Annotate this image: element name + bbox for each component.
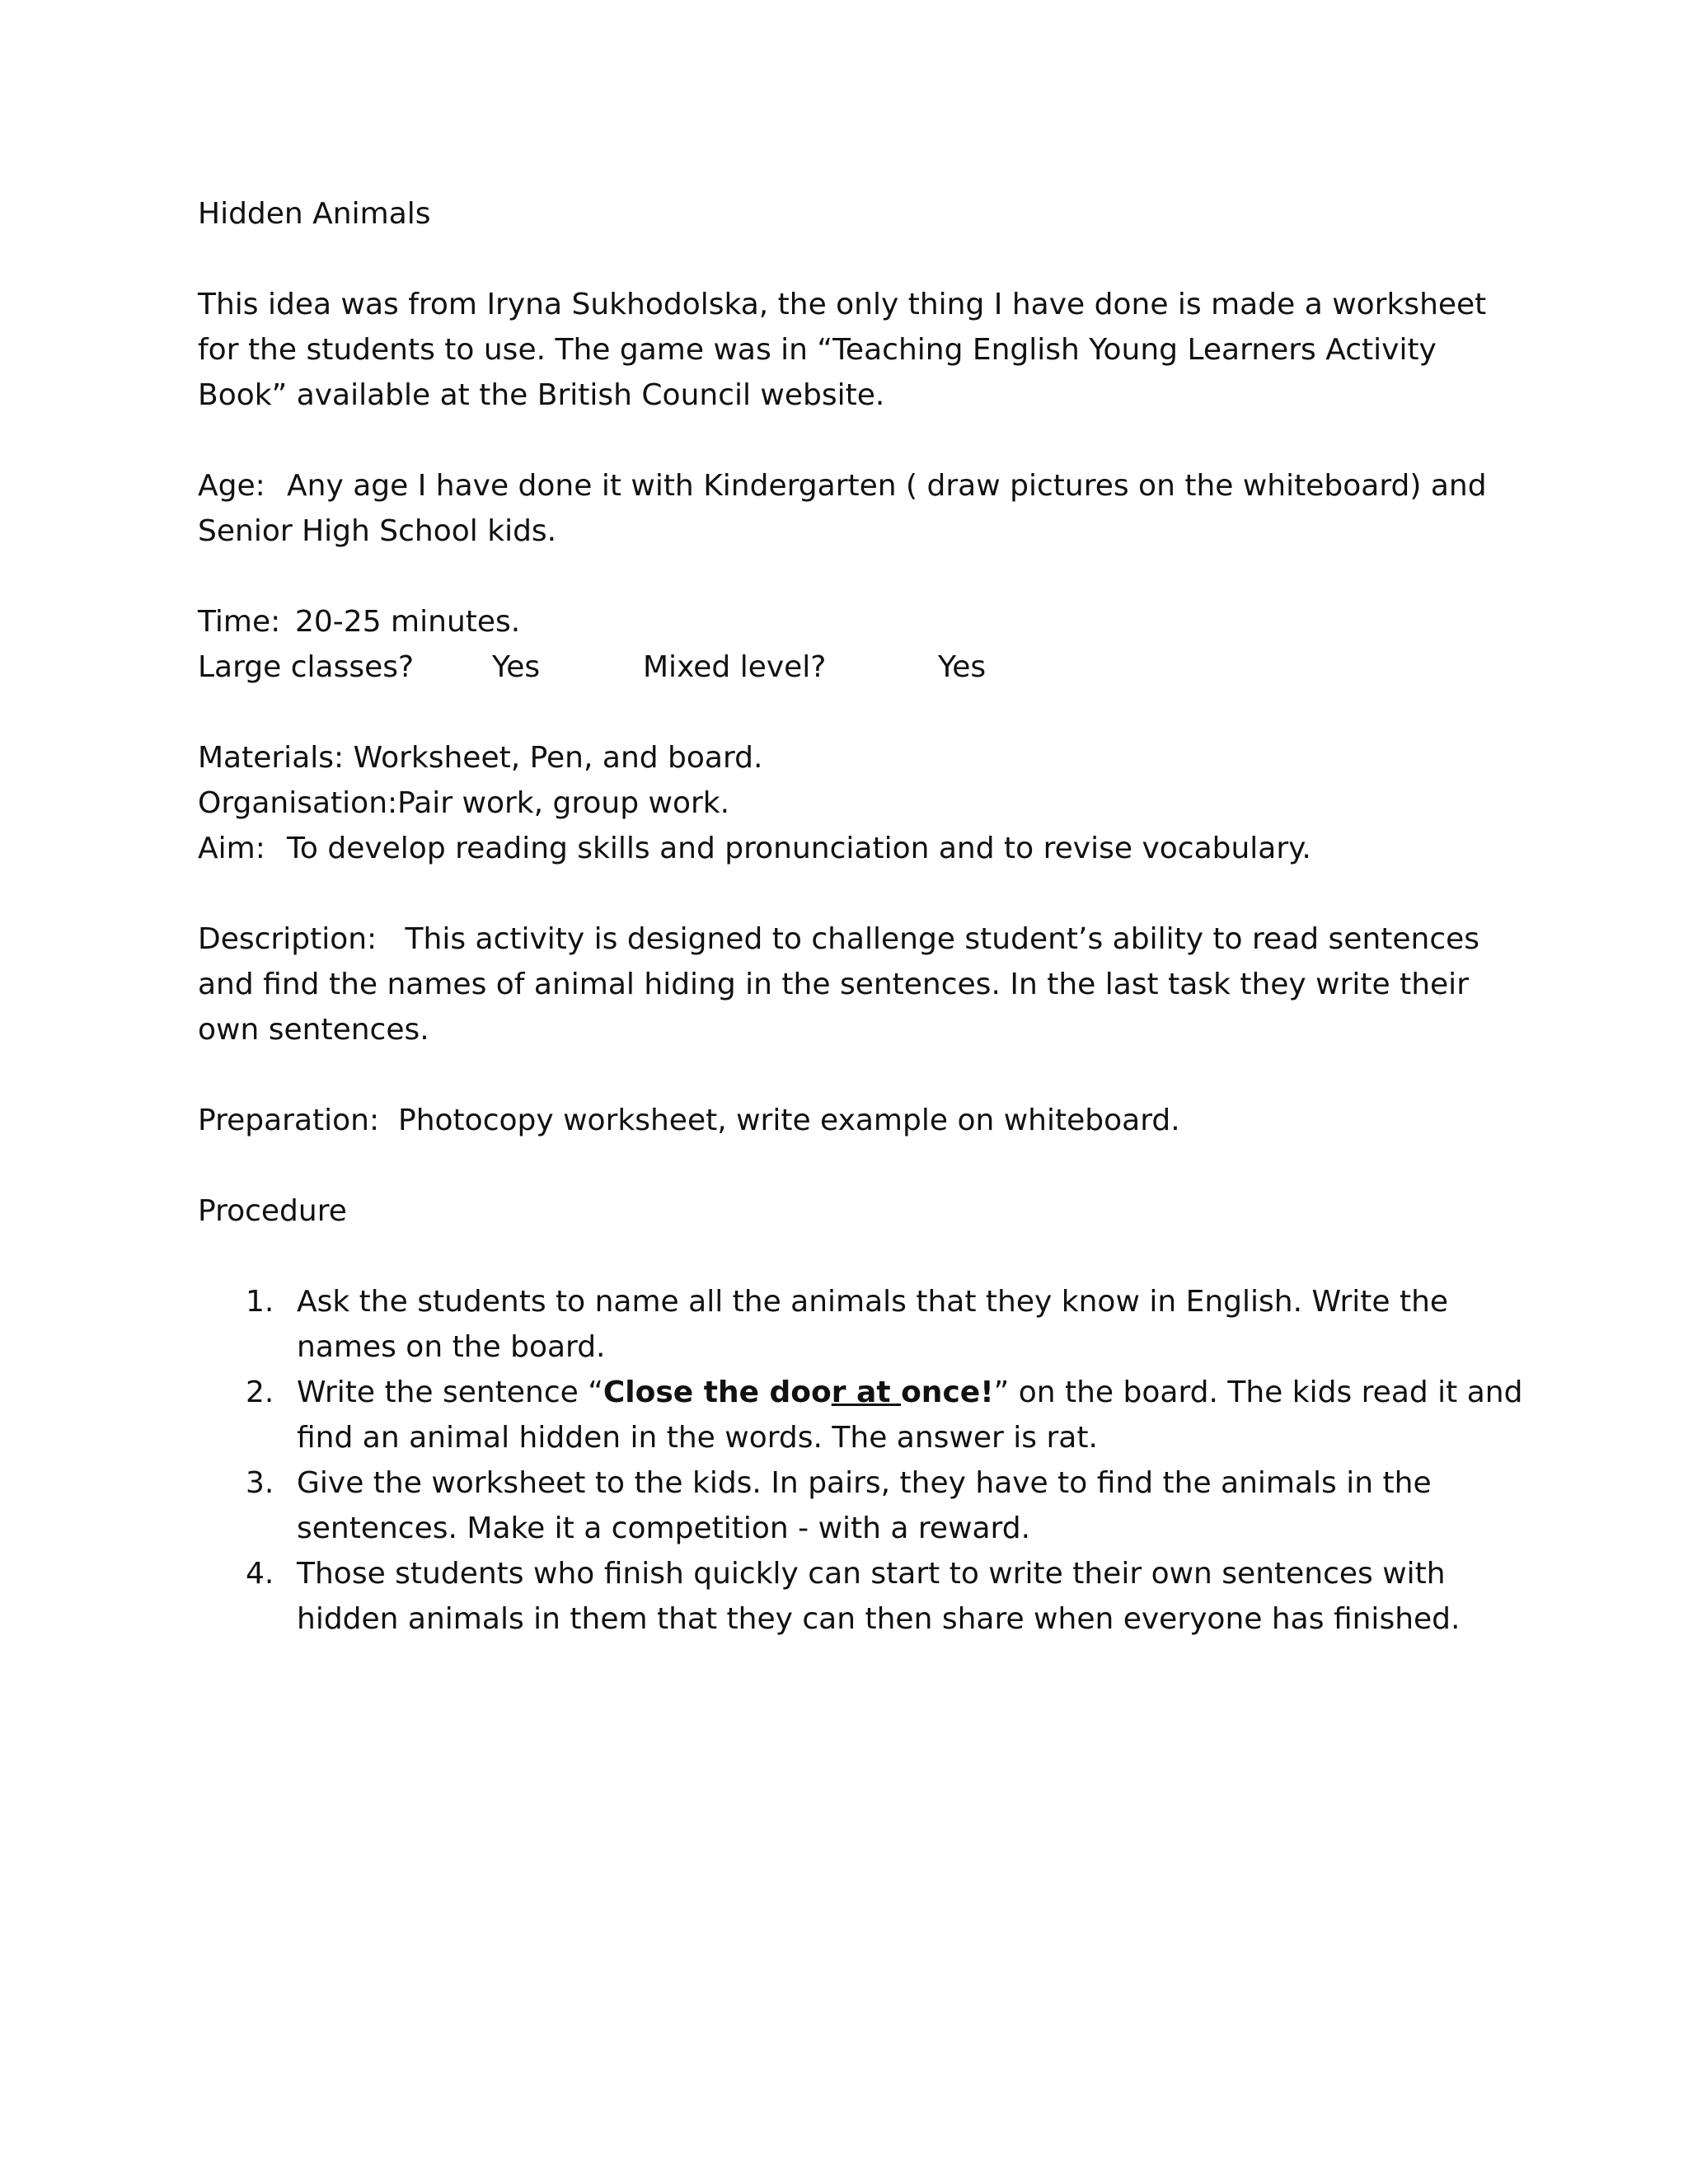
spacer	[198, 1234, 1525, 1279]
materials-line: Materials: Worksheet, Pen, and board.	[198, 741, 763, 775]
aim-label: Aim:	[198, 832, 265, 865]
time-line	[198, 599, 1525, 644]
spacer	[198, 418, 1525, 463]
list-item-text-post: ” on the board. The kids read it and find an animal hidden in the words. The answer is rat.	[297, 1376, 1523, 1455]
mixed-level-value: Yes	[938, 650, 987, 684]
preparation-label: Preparation:	[198, 1104, 380, 1137]
age-paragraph	[198, 463, 1525, 554]
description-paragraph	[198, 916, 1525, 1052]
intro-paragraph: This idea was from Iryna Sukhodolska, the only thing I have done is made a worksheet for the students to use. The game was in “Teaching English Young Learners Activity Book” available at the British Council website.	[198, 288, 1487, 412]
list-item	[198, 1460, 1525, 1551]
age-text: Any age I have done it with Kindergarten ( draw pictures on the whiteboard) and Senior High School kids.	[198, 469, 1487, 548]
spacer	[198, 237, 1525, 282]
list-item	[198, 1279, 1525, 1370]
list-item-number: 1.	[246, 1285, 274, 1319]
spacer	[198, 1052, 1525, 1098]
list-item-number: 2.	[246, 1376, 274, 1409]
document-title: Hidden Animals	[198, 197, 431, 231]
description-text: This activity is designed to challenge student’s ability to read sentences and find the names of animal hiding in the sentences. In the last task they write their own sentences.	[198, 922, 1480, 1047]
list-item	[198, 1551, 1525, 1642]
time-label: Time:	[198, 605, 281, 639]
description-label: Description:	[198, 922, 377, 956]
preparation-paragraph	[198, 1098, 1525, 1143]
procedure-list	[198, 1279, 1525, 1642]
mixed-level-label: Mixed level?	[643, 650, 827, 684]
list-item-number: 3.	[246, 1466, 274, 1500]
example-sentence-bold: Close the doo	[603, 1376, 832, 1409]
large-classes-label: Large classes?	[198, 650, 415, 684]
spacer	[198, 1143, 1525, 1188]
spacer	[198, 690, 1525, 735]
example-sentence-bold-end: once!	[901, 1376, 994, 1409]
list-item-text: Those students who finish quickly can start to write their own sentences with hidden animals in them that they can then share when everyone has finished.	[297, 1557, 1461, 1636]
list-item-text-pre: Write the sentence “	[297, 1376, 603, 1409]
preparation-text: Photocopy worksheet, write example on whiteboard.	[398, 1104, 1180, 1137]
spacer	[198, 554, 1525, 599]
list-item-number: 4.	[246, 1557, 274, 1591]
list-item-text: Give the worksheet to the kids. In pairs, they have to find the animals in the sentences. Make it a competition - with a reward.	[297, 1466, 1432, 1545]
aim-line	[198, 826, 1525, 871]
time-text: 20-25 minutes.	[295, 605, 521, 639]
age-label: Age:	[198, 469, 265, 503]
class-size-line	[198, 644, 1525, 690]
procedure-heading: Procedure	[198, 1194, 347, 1228]
document-page	[198, 191, 1525, 1642]
example-sentence-underlined: r at	[831, 1376, 902, 1409]
list-item-text: Ask the students to name all the animals that they know in English. Write the names on the board.	[297, 1285, 1449, 1364]
list-item	[198, 1370, 1525, 1460]
aim-text: To develop reading skills and pronunciation and to revise vocabulary.	[287, 832, 1311, 865]
spacer	[198, 871, 1525, 916]
organisation-line: Organisation:Pair work, group work.	[198, 786, 730, 820]
large-classes-value: Yes	[492, 650, 541, 684]
